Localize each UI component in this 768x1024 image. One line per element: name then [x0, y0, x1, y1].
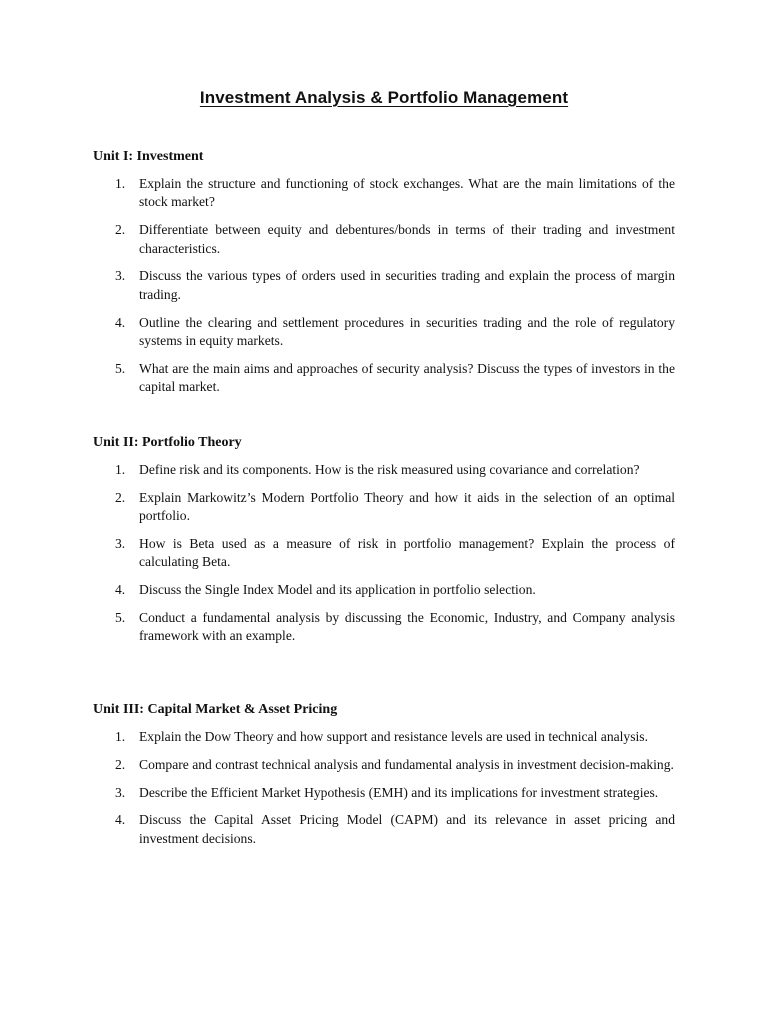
question-list [93, 728, 675, 848]
unit-section [93, 434, 675, 655]
document-title: Investment Analysis & Portfolio Management [199, 88, 569, 107]
question-number: 1. [115, 729, 126, 744]
unit-section [93, 701, 675, 858]
question-text: Describe the Efficient Market Hypothesis (EMH) and its implications for investment strategies. [139, 784, 659, 800]
question-text: Discuss the Capital Asset Pricing Model (CAPM) and its relevance in asset pricing and investment decisions. [139, 812, 675, 846]
question-text: Explain Markowitz’s Modern Portfolio Theory and how it aids in the selection of an optimal portfolio. [139, 489, 675, 524]
question-text: Outline the clearing and settlement procedures in securities trading and the role of regulatory systems in equity markets. [139, 314, 675, 349]
question-item [93, 267, 675, 304]
question-item [93, 314, 675, 351]
unit-section [93, 148, 675, 406]
question-item [93, 175, 675, 212]
question-item [93, 535, 675, 572]
question-number: 3. [115, 536, 126, 551]
question-item [93, 360, 675, 397]
question-number: 4. [115, 582, 126, 598]
question-number: 1. [115, 462, 126, 477]
question-item [93, 609, 675, 646]
question-item [93, 811, 675, 848]
question-number: 5. [115, 360, 126, 376]
question-text: Explain the structure and functioning of stock exchanges. What are the main limitations of the stock market? [139, 176, 675, 210]
question-text: What are the main aims and approaches of security analysis? Discuss the types of investors in the capital market. [139, 360, 675, 395]
question-item [93, 489, 675, 526]
unit-heading: Unit I: Investment [93, 149, 204, 164]
question-number: 2. [115, 756, 126, 772]
question-list [93, 461, 675, 646]
question-text: Define risk and its components. How is the risk measured using covariance and correlation? [139, 462, 640, 477]
question-text: Discuss the various types of orders used in securities trading and explain the process of margin trading. [139, 268, 675, 302]
question-item [93, 784, 675, 802]
question-number: 2. [115, 222, 126, 238]
question-text: Conduct a fundamental analysis by discussing the Economic, Industry, and Company analysis framework with an example. [139, 610, 675, 644]
question-list [93, 175, 675, 397]
question-item [93, 728, 675, 746]
question-text: Differentiate between equity and debentures/bonds in terms of their trading and investment characteristics. [139, 222, 675, 256]
question-number: 2. [115, 489, 126, 505]
question-number: 4. [115, 812, 126, 828]
question-item [93, 581, 675, 599]
question-number: 1. [115, 176, 126, 191]
question-item [93, 461, 675, 479]
question-number: 4. [115, 314, 126, 330]
question-text: Discuss the Single Index Model and its application in portfolio selection. [139, 582, 536, 598]
question-number: 5. [115, 610, 126, 625]
question-number: 3. [115, 268, 126, 284]
question-number: 3. [115, 784, 126, 800]
unit-heading: Unit II: Portfolio Theory [93, 435, 242, 450]
unit-heading: Unit III: Capital Market & Asset Pricing [93, 702, 338, 717]
question-text: Explain the Dow Theory and how support and resistance levels are used in technical analysis. [139, 729, 648, 744]
question-item [93, 756, 675, 774]
question-item [93, 221, 675, 258]
question-text: Compare and contrast technical analysis and fundamental analysis in investment decision-making. [139, 756, 674, 772]
question-text: How is Beta used as a measure of risk in portfolio management? Explain the process of calculating Beta. [139, 536, 675, 570]
